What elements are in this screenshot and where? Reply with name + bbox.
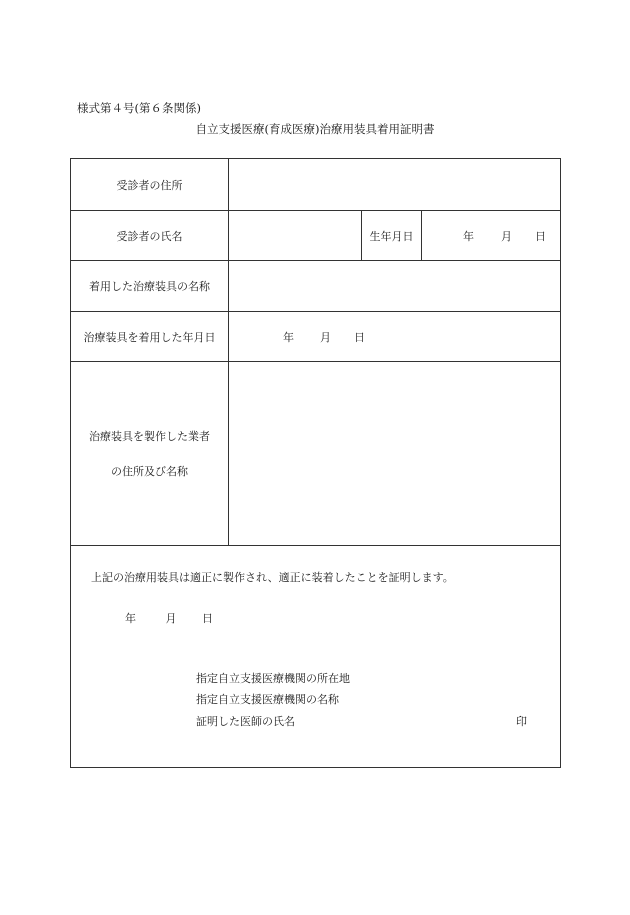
certificate-form xyxy=(70,158,561,768)
cert-year-unit: 年 xyxy=(125,612,136,625)
name-field[interactable] xyxy=(229,211,361,260)
doctor-name-label: 証明した医師の氏名 xyxy=(196,715,295,728)
wear-year-unit: 年 xyxy=(283,330,294,344)
wear-date-field[interactable] xyxy=(283,312,365,361)
address-label: 受診者の住所 xyxy=(71,159,229,210)
address-field[interactable] xyxy=(229,159,560,210)
form-number: 様式第４号(第６条関係) xyxy=(77,101,201,115)
dob-field[interactable] xyxy=(463,211,546,260)
maker-label-line2: の住所及び名称 xyxy=(111,464,188,478)
dob-label: 生年月日 xyxy=(361,211,422,260)
maker-field[interactable] xyxy=(229,362,560,545)
dob-day-unit: 日 xyxy=(535,229,546,243)
cert-day-unit: 日 xyxy=(202,612,213,625)
wear-day-unit: 日 xyxy=(354,330,365,344)
name-row xyxy=(71,211,560,261)
certification-date[interactable] xyxy=(125,610,213,626)
form-title: 自立支援医療(育成医療)治療用装具着用証明書 xyxy=(195,122,435,136)
seal-mark: 印 xyxy=(516,715,527,728)
certification-statement: 上記の治療用装具は適正に製作され、適正に装着したことを証明します。 xyxy=(91,571,454,584)
cert-month-unit: 月 xyxy=(165,612,177,625)
address-row xyxy=(71,159,560,211)
certification-section xyxy=(71,546,560,768)
wear-date-row xyxy=(71,312,560,362)
institution-name-label: 指定自立支援医療機関の名称 xyxy=(196,693,339,706)
device-name-row xyxy=(71,261,560,312)
wear-date-label: 治療装具を着用した年月日 xyxy=(71,312,229,361)
name-label: 受診者の氏名 xyxy=(71,211,229,260)
dob-year-unit: 年 xyxy=(463,229,474,243)
device-name-label: 着用した治療装具の名称 xyxy=(71,261,229,311)
device-name-field[interactable] xyxy=(229,261,560,311)
institution-address-label: 指定自立支援医療機関の所在地 xyxy=(196,672,350,685)
maker-row xyxy=(71,362,560,546)
maker-label xyxy=(71,362,229,545)
maker-label-line1: 治療装具を製作した業者 xyxy=(89,429,210,443)
wear-month-unit: 月 xyxy=(320,330,331,344)
dob-month-unit: 月 xyxy=(501,229,512,243)
